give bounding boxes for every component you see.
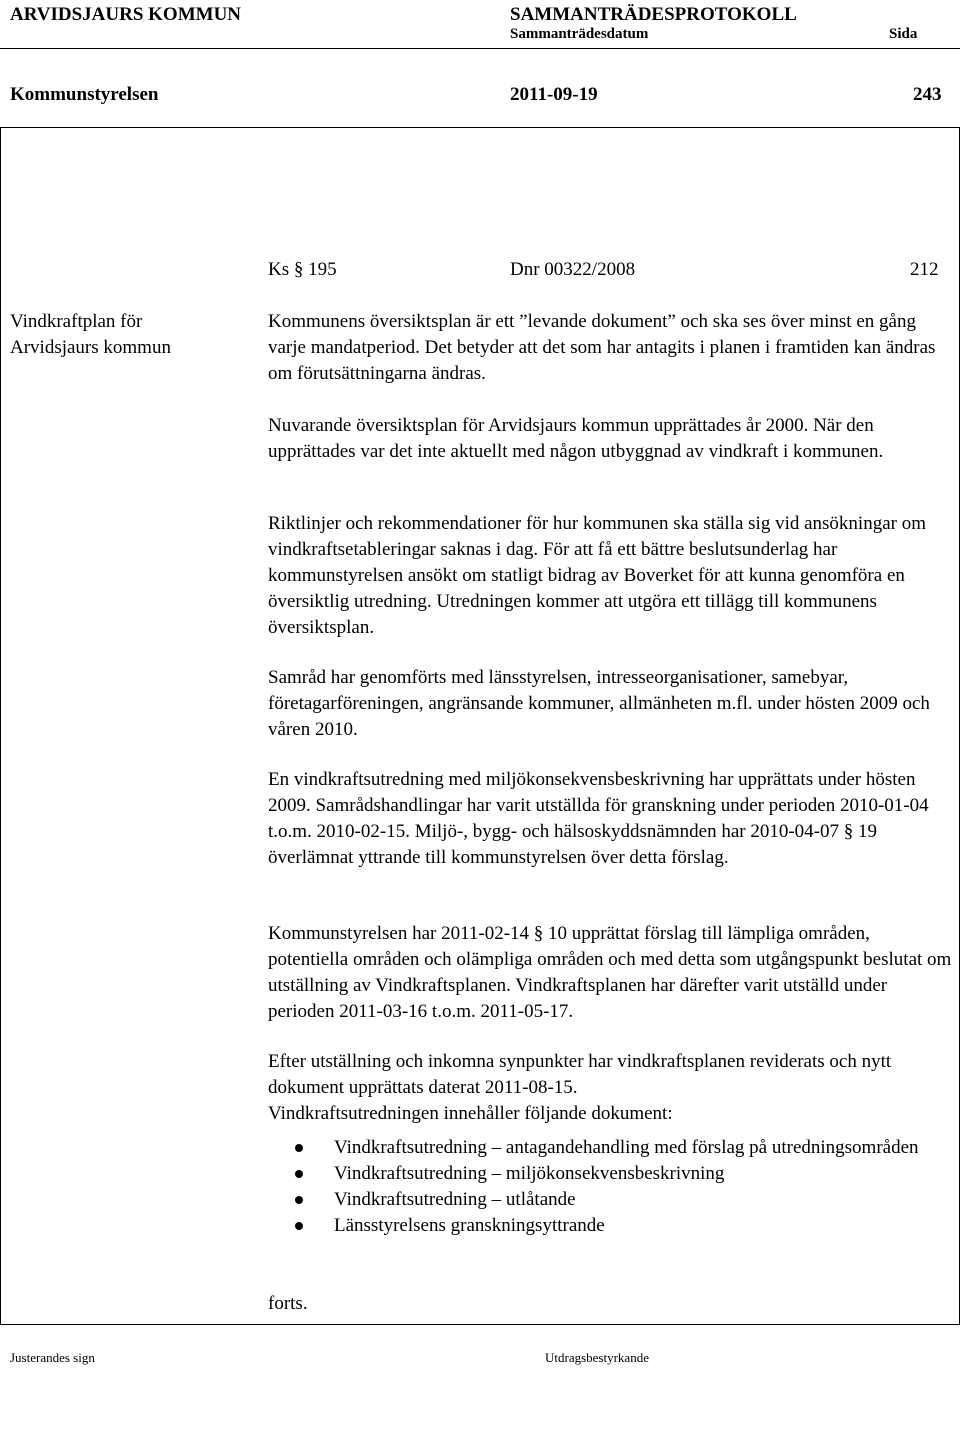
paragraph-5: En vindkraftsutredning med miljökonsekvensbeskrivning har upprättats under hösten 2009. Samrådshandlingar har varit utställda för granskning under perioden 2010-01-04 t.o.m. 2010-02-15. Miljö-, bygg- och hälsoskyddsnämnden har 2010-04-07 § 19 överlämnat yttrande till kommunstyrelsen över detta förslag. bbox=[268, 769, 929, 868]
extract-certification-label: Utdragsbestyrkande bbox=[545, 1350, 649, 1365]
case-code: 212 bbox=[910, 259, 939, 280]
paragraph-4: Samråd har genomförts med länsstyrelsen, intresseorganisationer, samebyar, företagarföreningen, angränsande kommuner, allmänheten m.fl. under hösten 2009 och våren 2010. bbox=[268, 667, 930, 740]
case-dnr: Dnr 00322/2008 bbox=[510, 259, 636, 280]
bullet-icon bbox=[295, 1196, 303, 1204]
case-subject-line2: Arvidsjaurs kommun bbox=[10, 337, 171, 358]
paragraph-2: Nuvarande översiktsplan för Arvidsjaurs kommun upprättades år 2000. När den upprättades var det inte aktuellt med någon utbyggnad av vindkraft i kommunen. bbox=[268, 415, 884, 462]
footer-divider bbox=[0, 1324, 960, 1325]
frame-left bbox=[0, 127, 1, 1324]
org-name: ARVIDSJAURS KOMMUN bbox=[10, 4, 242, 25]
list-item: Vindkraftsutredning – antagandehandling med förslag på utredningsområden bbox=[268, 1135, 953, 1161]
page-label: Sida bbox=[889, 26, 918, 42]
case-subject-line1: Vindkraftplan för bbox=[10, 311, 143, 332]
bullet-icon bbox=[295, 1144, 303, 1152]
committee-name: Kommunstyrelsen bbox=[10, 84, 159, 105]
bullet-icon bbox=[295, 1222, 303, 1230]
paragraph-7-text: Efter utställning och inkomna synpunkter har vindkraftsplanen reviderats och nytt dokument upprättats daterat 2011-08-15. bbox=[268, 1051, 892, 1098]
signature-label: Justerandes sign bbox=[10, 1350, 95, 1365]
header-divider-top bbox=[0, 48, 960, 49]
case-number: Ks § 195 bbox=[268, 259, 337, 280]
list-item: Vindkraftsutredning – utlåtande bbox=[268, 1187, 953, 1213]
case-subject bbox=[10, 309, 240, 361]
bullet-icon bbox=[295, 1170, 303, 1178]
list-item: Vindkraftsutredning – miljökonsekvensbeskrivning bbox=[268, 1161, 953, 1187]
continued-note: forts. bbox=[268, 1293, 308, 1314]
document-list-intro: Vindkraftsutredningen innehåller följande dokument: bbox=[268, 1103, 673, 1124]
document-list bbox=[268, 1135, 953, 1239]
page-number: 243 bbox=[913, 84, 942, 105]
paragraph-7 bbox=[268, 1049, 953, 1127]
meeting-date: 2011-09-19 bbox=[510, 84, 598, 105]
date-label: Sammanträdesdatum bbox=[510, 26, 649, 42]
paragraph-1: Kommunens översiktsplan är ett ”levande dokument” och ska ses över minst en gång varje mandatperiod. Det betyder att det som har antagits i planen i framtiden kan ändras om förutsättningarna ändras. bbox=[268, 311, 936, 384]
paragraph-3: Riktlinjer och rekommendationer för hur kommunen ska ställa sig vid ansökningar om vindkraftsetableringar saknas i dag. För att få ett bättre beslutsunderlag har kommunstyrelsen ansökt om statligt bidrag av Boverket för att kunna genomföra en översiktlig utredning. Utredningen kommer att utgöra ett tillägg till kommunens översiktsplan. bbox=[268, 513, 927, 638]
document-type: SAMMANTRÄDESPROTOKOLL bbox=[510, 4, 797, 25]
paragraph-6: Kommunstyrelsen har 2011-02-14 § 10 upprättat förslag till lämpliga områden, potentiella områden och olämpliga områden och med detta som utgångspunkt beslutat om utställning av Vindkraftsplanen. Vindkraftsplanen har därefter varit utställd under perioden 2011-03-16 t.o.m. 2011-05-17. bbox=[268, 923, 952, 1022]
list-item: Länsstyrelsens granskningsyttrande bbox=[268, 1213, 953, 1239]
header-divider-bottom bbox=[0, 127, 960, 128]
